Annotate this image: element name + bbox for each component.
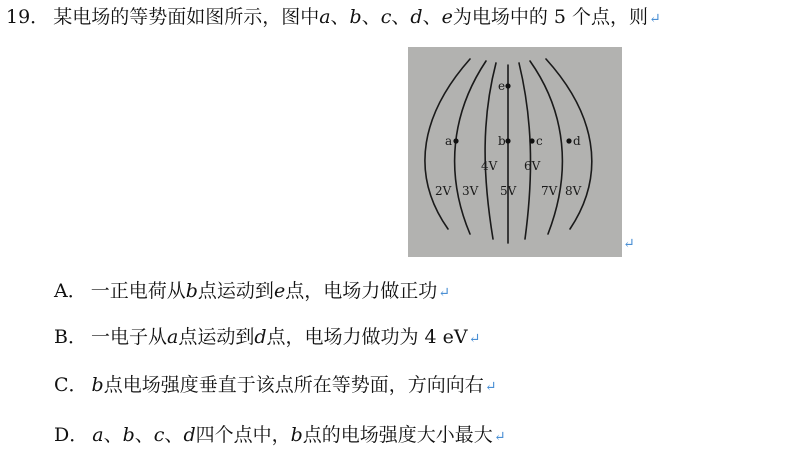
option-letter: A． [54, 280, 87, 302]
point-a-dot [453, 138, 458, 143]
return-mark-icon: ↵ [468, 331, 481, 347]
point-label: b [91, 374, 104, 396]
point-label: d [254, 326, 267, 348]
question-stem [6, 4, 796, 32]
option-d[interactable] [54, 422, 506, 450]
point-e-text: e [498, 79, 506, 93]
point-b-dot [505, 138, 510, 143]
option-text: 点运动到 [178, 326, 255, 348]
point-d-dot [566, 138, 571, 143]
point-label: c [153, 424, 165, 446]
stem-text-end: 为电场中的 5 个点，则 [452, 6, 649, 28]
option-text: 点电场强度垂直于该点所在等势面，方向向右 [103, 374, 484, 396]
option-text: 四个点中， [195, 424, 291, 446]
return-mark-icon: ↵ [623, 236, 635, 252]
point-b-label: b [349, 6, 362, 28]
point-a-label: a [319, 6, 331, 28]
option-a[interactable] [54, 278, 450, 306]
point-label: b [290, 424, 303, 446]
equipotential-line-4v [485, 63, 496, 239]
return-mark-icon: ↵ [484, 379, 497, 395]
point-a-text: a [445, 134, 453, 148]
question-number: 19． [6, 6, 50, 28]
option-letter: B． [54, 326, 87, 348]
point-c-label: c [380, 6, 392, 28]
option-text: 一电子从 [90, 326, 167, 348]
option-text: 点运动到 [197, 280, 274, 302]
point-c-dot [529, 138, 534, 143]
option-b[interactable] [54, 324, 480, 352]
point-label: b [185, 280, 198, 302]
return-mark-icon: ↵ [438, 285, 450, 301]
point-e-dot [505, 83, 510, 88]
equipotential-diagram [408, 47, 622, 257]
point-label: a [92, 424, 104, 446]
return-mark-icon: ↵ [493, 429, 506, 445]
equipotential-line-6v [519, 63, 531, 239]
point-label: a [166, 326, 179, 348]
option-letter: C． [54, 374, 88, 396]
point-e-label: e [441, 6, 453, 28]
voltage-label-8v: 8V [565, 184, 582, 198]
point-label: b [122, 424, 135, 446]
option-text: 点，电场力做功为 4 eV [266, 326, 468, 348]
option-c[interactable] [54, 372, 496, 400]
separator: 、 [134, 424, 154, 446]
equipotential-line-8v [546, 59, 592, 229]
voltage-label-4v: 4V [481, 159, 498, 173]
voltage-label-7v: 7V [541, 184, 558, 198]
voltage-label-3v: 3V [462, 184, 479, 198]
point-d-text: d [573, 134, 581, 148]
point-label: d [183, 424, 196, 446]
point-label: e [273, 280, 286, 302]
point-d-label: d [410, 6, 423, 28]
separator: 、 [422, 6, 442, 28]
equipotential-line-3v [455, 61, 486, 234]
voltage-label-2v: 2V [435, 184, 452, 198]
separator: 、 [164, 424, 184, 446]
return-mark-icon: ↵ [649, 11, 661, 27]
option-text: 点的电场强度大小最大 [302, 424, 493, 446]
stem-text: 某电场的等势面如图所示，图中 [53, 6, 320, 28]
point-c-text: c [536, 134, 543, 148]
voltage-label-6v: 6V [524, 159, 541, 173]
option-text: 一正电荷从 [90, 280, 186, 302]
option-letter: D． [54, 424, 89, 446]
voltage-label-5v: 5V [500, 184, 517, 198]
separator: 、 [330, 6, 350, 28]
separator: 、 [361, 6, 381, 28]
option-text: 点，电场力做正功 [285, 280, 438, 302]
separator: 、 [391, 6, 411, 28]
equipotential-line-7v [530, 61, 562, 234]
separator: 、 [103, 424, 123, 446]
equipotential-figure [408, 47, 622, 257]
point-b-text: b [498, 134, 506, 148]
